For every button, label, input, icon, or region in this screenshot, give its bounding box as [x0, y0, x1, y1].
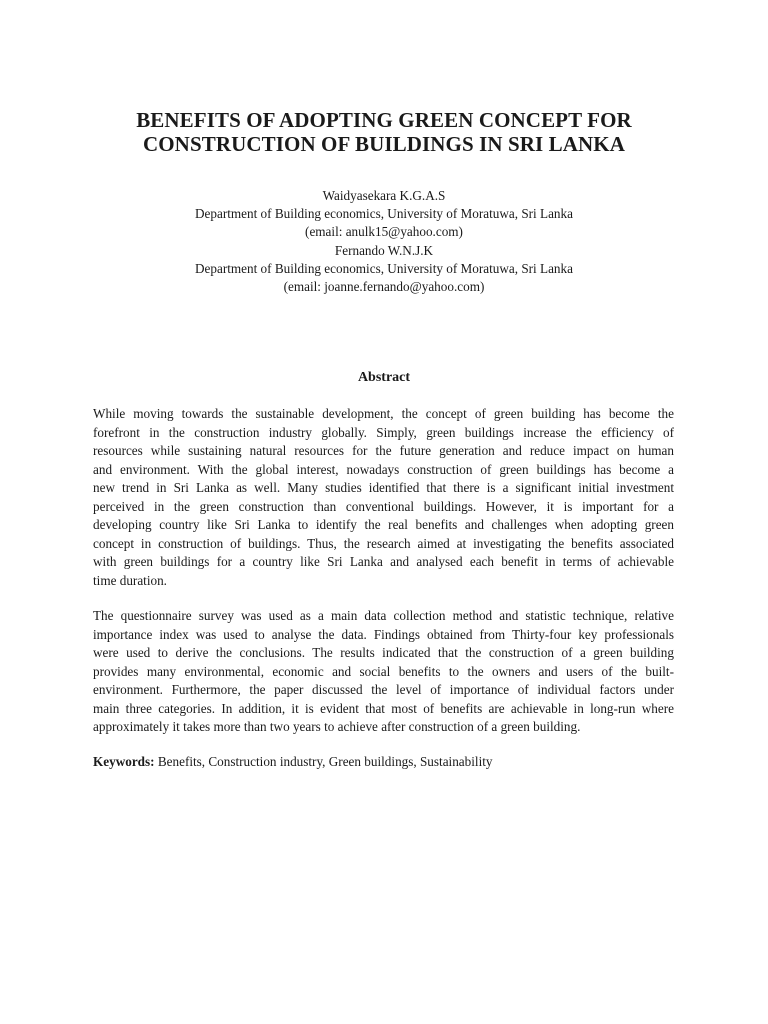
keywords-value: Benefits, Construction industry, Green buildings, Sustainability: [154, 754, 493, 769]
text-line: new trend in Sri Lanka as well. Many studies identified that there is a significant initial investment: [93, 480, 674, 495]
author-block: [60, 187, 708, 296]
author-name: Waidyasekara K.G.A.S: [322, 188, 446, 203]
abstract-heading: Abstract: [357, 370, 411, 385]
text-line: The questionnaire survey was used as a main data collection method and statistic technique, relative: [93, 608, 674, 623]
text-line: While moving towards the sustainable development, the concept of green building has become the: [93, 406, 674, 421]
text-line: provides many environmental, economic and social benefits to the owners and users of the built-: [93, 663, 674, 679]
author-name: Fernando W.N.J.K: [334, 242, 434, 258]
text-line: and environment. With the global interest, nowadays construction of green buildings has become a: [93, 461, 674, 477]
author-email: (email: anulk15@yahoo.com): [305, 224, 463, 240]
text-line: importance index was used to analyse the data. Findings obtained from Thirty-four key professionals: [93, 626, 674, 642]
text-line: concept in construction of buildings. Thus, the research aimed at investigating the benefits associated: [93, 535, 674, 551]
paper-title: [60, 108, 708, 156]
text-line: with green buildings for a country like Sri Lanka and analysed each benefit in terms of achievable: [93, 554, 674, 569]
abstract-paragraph-1: [93, 405, 674, 590]
title-line-2: CONSTRUCTION OF BUILDINGS IN SRI LANKA: [142, 132, 626, 156]
author-affiliation: Department of Building economics, University of Moratuwa, Sri Lanka: [195, 260, 573, 276]
text-line: developing country like Sri Lanka to identify the real benefits and challenges when adopting green: [93, 517, 674, 532]
text-line: resources while sustaining natural resources for the future generation and reduce impact on human: [93, 443, 674, 458]
author-affiliation: Department of Building economics, University of Moratuwa, Sri Lanka: [195, 206, 573, 222]
text-line: environment. Furthermore, the paper discussed the level of importance of individual factors under: [93, 682, 674, 697]
text-line: time duration.: [93, 572, 167, 588]
title-line-1: BENEFITS OF ADOPTING GREEN CONCEPT FOR: [136, 108, 632, 132]
text-line: forefront in the construction industry globally. Simply, green buildings increase the efficiency of: [93, 424, 674, 440]
text-line: main three categories. In addition, it is evident that most of benefits are achievable in long-run where: [93, 700, 674, 716]
text-line: perceived in the green construction than conventional buildings. However, it is important for a: [93, 498, 674, 514]
text-line: approximately it takes more than two years to achieve after construction of a green building.: [93, 719, 581, 734]
keywords-line: [93, 753, 674, 771]
text-line: were used to derive the conclusions. The results indicated that the construction of a green building: [93, 645, 674, 660]
abstract-paragraph-2: [93, 607, 674, 737]
author-email: (email: joanne.fernando@yahoo.com): [283, 279, 485, 295]
keywords-label: Keywords:: [93, 754, 155, 769]
